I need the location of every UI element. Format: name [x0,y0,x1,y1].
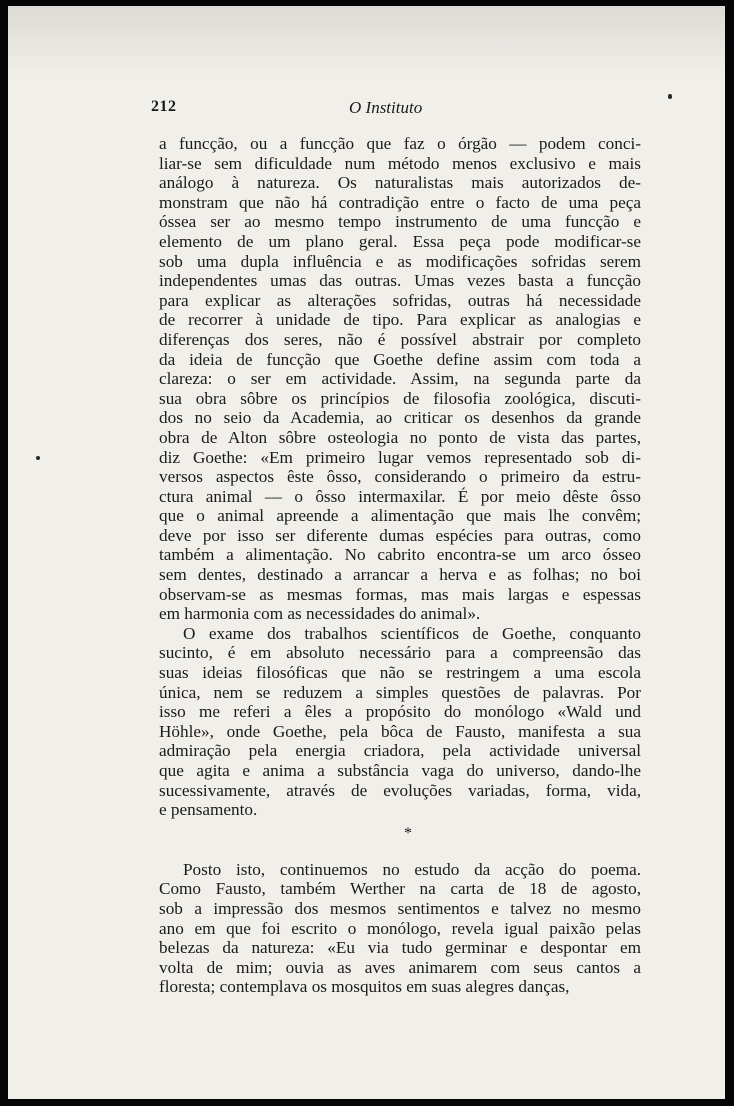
text-line: deve por isso ser diferente dumas espécies para outras, como [159,525,641,545]
text-line: sucessivamente, através de evoluções variadas, forma, vida, [159,780,641,800]
text-line: obra de Alton sôbre osteologia no ponto de vista das partes, [159,427,641,447]
text-line: em harmonia com as necessidades do animal». [159,604,481,624]
text-line: sem dentes, destinado a arrancar a herva e as folhas; no boi [159,565,641,585]
text-line: óssea ser ao mesmo tempo instrumento de uma funcção e [159,212,641,232]
text-line: sua obra sôbre os princípios de filosofia zoológica, discuti- [159,388,641,408]
body-text [159,134,641,997]
ink-speck [36,456,40,460]
text-line: floresta; contemplava os mosquitos em suas alegres danças, [159,977,570,997]
text-line: Posto isto, continuemos no estudo da acção do poema. [183,859,641,879]
book-page [8,6,725,1099]
text-line: sob a impressão dos mesmos sentimentos e talvez no mesmo [159,898,641,918]
text-line: que agita e anima a substância vaga do universo, dando-lhe [159,761,641,780]
text-line: versos aspectos êste ôsso, considerando o primeiro da estru- [159,467,641,487]
text-line: que o animal apreende a alimentação que mais lhe convêm; [159,506,641,526]
text-line: sob uma dupla influência e as modificações sofridas serem [159,251,641,271]
text-line: dos no seio da Academia, ao criticar os desenhos da grande [159,408,641,428]
text-line: sucinto, é em absoluto necessário para a compreensão das [159,643,641,663]
text-line: liar-se sem dificuldade num método menos exclusivo e mais [159,153,641,173]
text-line: de recorrer à unidade de tipo. Para explicar as analogias e [159,310,641,330]
text-line: Höhle», onde Goethe, pela bôca de Fausto, manifesta a sua [159,721,641,741]
text-line: análogo à natureza. Os naturalistas mais autorizados de- [159,173,641,193]
paragraph-goethe-studies [159,624,641,820]
text-line: também a alimentação. No cabrito encontra-se um arco ósseo [159,545,641,565]
section-separator: * [404,824,412,842]
text-line: observam-se as mesmas formas, mas mais largas e espessas [159,584,641,604]
text-line: diz Goethe: «Em primeiro lugar vemos representado sob di- [159,447,641,467]
text-line: O exame dos trabalhos scientíficos de Goethe, conquanto [183,623,641,643]
text-line: Como Fausto, também Werther na carta de 18 de agosto, [159,879,641,899]
text-line: suas ideias filosóficas que não se restringem a uma escola [159,663,641,683]
paragraph-continued [159,134,641,624]
text-line: monstram que não há contradição entre o facto de uma peça [159,192,641,212]
text-line: isso me referi a êles a propósito do monólogo «Wald und [159,702,641,722]
text-line: para explicar as alterações sofridas, outras há necessidade [159,290,641,310]
text-line: belezas da natureza: «Eu via tudo germinar e despontar em [159,938,641,958]
text-line: única, nem se reduzem a simples questões de palavras. Por [159,682,641,702]
text-line: da ideia de funcção que Goethe define assim com toda a [159,349,641,369]
page-number: 212 [151,98,177,115]
text-line: e pensamento. [159,800,258,820]
page-header [151,98,631,122]
ink-speck [668,94,672,99]
text-line: a funcção, ou a funcção que faz o órgão — podem conci- [159,134,641,153]
text-line: independentes umas das outras. Umas vezes basta a funcção [159,271,641,291]
text-line: elemento de um plano geral. Essa peça pode modificar-se [159,231,641,251]
text-line: clareza: o ser em actividade. Assim, na segunda parte da [159,369,641,389]
text-line: ano em que foi escrito o monólogo, revela igual paixão pelas [159,918,641,938]
text-line: ctura animal — o ôsso intermaxilar. É por meio dêste ôsso [159,486,641,506]
text-line: admiração pela energia criadora, pela actividade universal [159,741,641,761]
text-line: diferenças dos seres, não é possível abstrair por completo [159,329,641,349]
paragraph-werther [159,860,641,997]
running-title: O Instituto [349,98,423,117]
text-line: volta de mim; ouvia as aves animarem com seus cantos a [159,957,641,977]
